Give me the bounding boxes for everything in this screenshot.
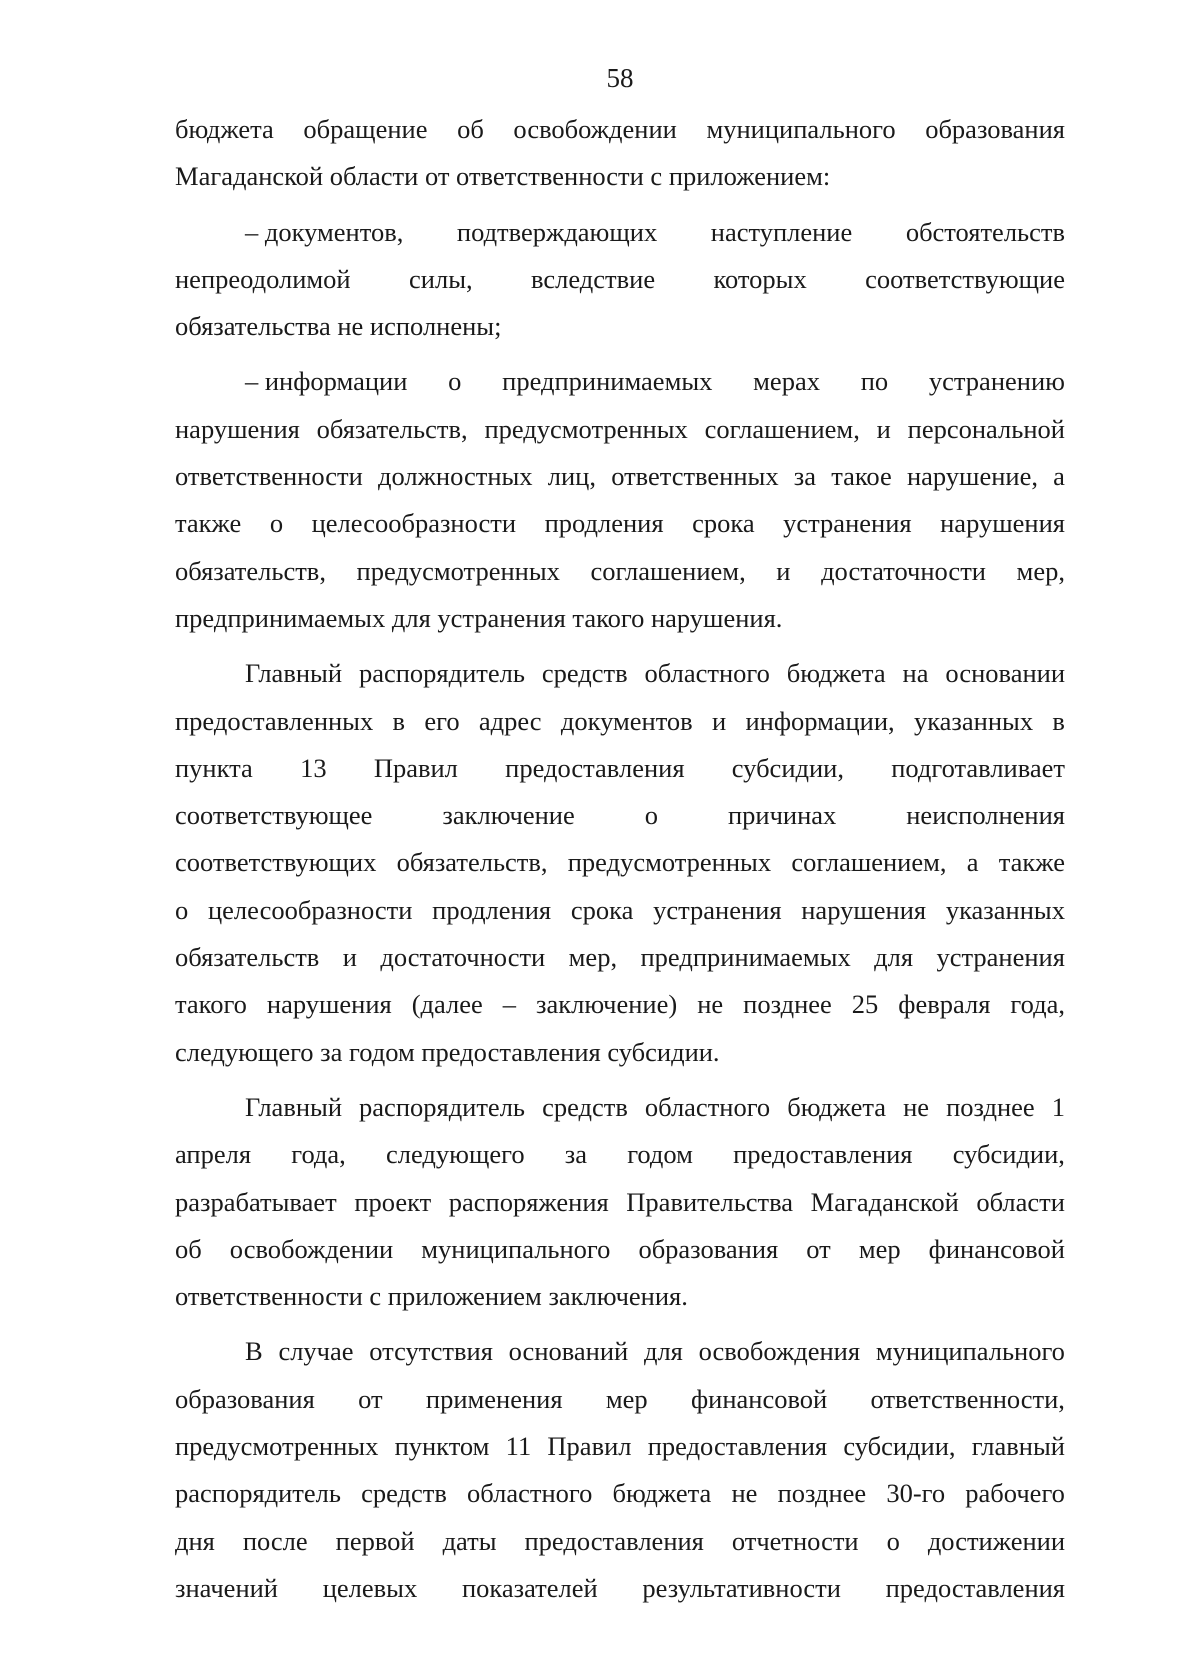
text-line: Магаданской области от ответственности с приложением: [175, 161, 831, 192]
paragraph [175, 650, 1065, 1076]
text-line [175, 209, 1065, 256]
word: об [457, 114, 484, 144]
word: областного [644, 1091, 771, 1122]
text-line [175, 453, 1065, 500]
word: достаточности [821, 555, 986, 586]
word: В [245, 1336, 263, 1367]
word: – информации [245, 366, 408, 397]
word: бюджета [786, 658, 886, 689]
word: образования [925, 114, 1065, 144]
word: в [392, 705, 406, 736]
word: и [712, 705, 727, 736]
text-line [175, 106, 1065, 153]
text-line [175, 839, 1065, 886]
word: заключение [442, 800, 575, 831]
word: февраля [898, 989, 991, 1020]
word: предоставления [733, 1139, 913, 1170]
word: о [644, 800, 658, 831]
text-line [175, 1423, 1065, 1470]
word: образования [638, 1233, 779, 1264]
word: субсидии, [843, 1431, 956, 1462]
word: образования [175, 1383, 315, 1414]
word: дня [175, 1525, 215, 1556]
word: даты [442, 1525, 497, 1556]
word: от [806, 1233, 831, 1264]
word: пунктом [394, 1431, 490, 1462]
document-body [175, 106, 1065, 1612]
word: субсидии, [952, 1139, 1065, 1170]
text-line [175, 698, 1065, 745]
word: разрабатывает [175, 1186, 337, 1217]
word: первой [335, 1525, 415, 1556]
word: целевых [322, 1572, 418, 1603]
text-line [175, 887, 1065, 934]
text-line [175, 1470, 1065, 1517]
word: мер [605, 1383, 648, 1414]
word: устранения [936, 942, 1065, 973]
word: отсутствия [369, 1336, 493, 1367]
word: бюджета [787, 1091, 887, 1122]
word: муниципального [875, 1336, 1065, 1367]
word: подготавливает [891, 752, 1065, 783]
word: нарушения [175, 413, 300, 444]
word: также [175, 508, 242, 539]
word: предоставления [524, 1525, 704, 1556]
word: предпринимаемых [640, 942, 851, 973]
word: 30-го [886, 1478, 946, 1509]
word: указанных [913, 705, 1034, 736]
word: основании [945, 658, 1065, 689]
text-line [175, 1565, 1065, 1612]
word: соглашением, [791, 847, 947, 878]
word: применения [425, 1383, 563, 1414]
word: мер, [1016, 555, 1065, 586]
word: в [1052, 705, 1065, 736]
word: а [1053, 461, 1065, 492]
word: такого [175, 989, 247, 1020]
word: Главный [245, 1091, 342, 1122]
text-line [175, 1518, 1065, 1565]
word: нарушения [940, 508, 1065, 539]
word: наступление [710, 216, 853, 247]
word: позднее [946, 1091, 1035, 1122]
word: соответствующие [865, 263, 1065, 294]
word: соглашением, [704, 413, 860, 444]
word: ответственности, [870, 1383, 1065, 1414]
word: соответствующих [175, 847, 377, 878]
word: рабочего [965, 1478, 1065, 1509]
word: обязательств, [316, 413, 468, 444]
word: предусмотренных [356, 555, 560, 586]
word: ответственных [611, 461, 779, 492]
word: предусмотренных [484, 413, 688, 444]
word: устранения [783, 508, 912, 539]
paragraph [175, 358, 1065, 642]
word: года, [1010, 989, 1065, 1020]
word: распорядитель [358, 658, 525, 689]
word: после [242, 1525, 308, 1556]
word: срока [692, 508, 755, 539]
text-line [175, 1226, 1065, 1273]
word: не [903, 1091, 930, 1122]
page-number: 58 [606, 63, 634, 93]
text-line [175, 548, 1065, 595]
word: годом [627, 1139, 693, 1170]
word: случае [278, 1336, 354, 1367]
word: на [902, 658, 929, 689]
word: устранения [653, 894, 782, 925]
word: ответственности [175, 461, 363, 492]
word: о [886, 1525, 900, 1556]
word: оснований [508, 1336, 629, 1367]
word: средств [541, 658, 628, 689]
text-line [175, 256, 1065, 303]
word: результативности [642, 1572, 841, 1603]
word: предпринимаемых [502, 366, 713, 397]
word: нарушения [801, 894, 927, 925]
word: обстоятельств [905, 216, 1065, 247]
word: непреодолимой [175, 263, 351, 294]
word: области [976, 1186, 1065, 1217]
word: для [643, 1336, 683, 1367]
word: позднее [777, 1478, 867, 1509]
word: проект [354, 1186, 432, 1217]
word: предусмотренных [175, 1431, 379, 1462]
word: муниципального [421, 1233, 611, 1264]
word: предоставления [505, 752, 685, 783]
text-line: ответственности с приложением заключения. [175, 1281, 688, 1312]
word: мер, [568, 942, 618, 973]
word: (далее [411, 989, 483, 1020]
word: бюджета [612, 1478, 712, 1509]
word: бюджета [175, 114, 274, 144]
word: Магаданской [810, 1186, 959, 1217]
word: заключение) [536, 989, 678, 1020]
word: освобождения [698, 1336, 861, 1367]
text-line [175, 1131, 1065, 1178]
word: причинах [727, 800, 837, 831]
word: главный [971, 1431, 1065, 1462]
text-line [175, 1179, 1065, 1226]
word: Главный [245, 658, 342, 689]
text-line [175, 981, 1065, 1028]
word: для [874, 942, 914, 973]
word: целесообразности [207, 894, 413, 925]
word: соглашением, [590, 555, 746, 586]
word: не [731, 1478, 758, 1509]
word: средств [361, 1478, 447, 1509]
word: пункта [175, 752, 253, 783]
word: от [358, 1383, 383, 1414]
word: нарушения [266, 989, 392, 1020]
word: предоставления [885, 1572, 1065, 1603]
word: о [175, 894, 189, 925]
word: распорядитель [175, 1478, 341, 1509]
word: срока [570, 894, 634, 925]
word: – документов, [245, 216, 404, 247]
word: обязательств, [175, 555, 326, 586]
text-line [175, 358, 1065, 405]
word: которых [713, 263, 807, 294]
text-line [175, 406, 1065, 453]
text-line: следующего за годом предоставления субсидии. [175, 1036, 720, 1067]
word: областного [467, 1478, 593, 1509]
word: информации, [745, 705, 895, 736]
paragraph [175, 1328, 1065, 1612]
word: мер [858, 1233, 901, 1264]
word: Правил [547, 1431, 632, 1462]
word: предусмотренных [567, 847, 772, 878]
word: областного [644, 658, 770, 689]
word: предоставленных [175, 705, 374, 736]
word: достижении [927, 1525, 1065, 1556]
word: силы, [409, 263, 473, 294]
word: такое [831, 461, 892, 492]
word: года, [291, 1139, 346, 1170]
word: продления [544, 508, 664, 539]
word: финансовой [690, 1383, 828, 1414]
word: показателей [461, 1572, 598, 1603]
word: апреля [175, 1139, 252, 1170]
text-line: предпринимаемых для устранения такого нарушения. [175, 602, 783, 633]
word: за [564, 1139, 588, 1170]
word: об [175, 1233, 202, 1264]
word: продления [432, 894, 552, 925]
word: его [424, 705, 460, 736]
word: и [342, 942, 357, 973]
text-line [175, 1376, 1065, 1423]
word: неисполнения [906, 800, 1065, 831]
word: 11 [505, 1431, 532, 1462]
word: распоряжения [448, 1186, 609, 1217]
word: а [966, 847, 979, 878]
paragraph [175, 106, 1065, 201]
word: персональной [907, 413, 1065, 444]
word: обязательств [175, 942, 320, 973]
word: предоставления [647, 1431, 828, 1462]
text-line [175, 1328, 1065, 1375]
text-line [175, 1084, 1065, 1131]
word: не [697, 989, 724, 1020]
word: мерах [753, 366, 820, 397]
word: значений [175, 1572, 278, 1603]
word: 13 [300, 752, 327, 783]
word: обязательств, [396, 847, 548, 878]
text-line [175, 500, 1065, 547]
word: освобождении [229, 1233, 394, 1264]
word: по [860, 366, 889, 397]
word: обращение [303, 114, 428, 144]
word: указанных [945, 894, 1065, 925]
word: адрес [478, 705, 542, 736]
word: достаточности [380, 942, 546, 973]
word: освобождении [513, 114, 677, 144]
word: вследствие [531, 263, 656, 294]
word: подтверждающих [456, 216, 658, 247]
text-line [175, 934, 1065, 981]
word: устранению [928, 366, 1065, 397]
word: о [448, 366, 462, 397]
word: и [876, 413, 891, 444]
text-line [175, 745, 1065, 792]
word: о [269, 508, 284, 539]
word: распорядитель [359, 1091, 526, 1122]
word: и [776, 555, 791, 586]
word: соответствующее [175, 800, 373, 831]
word: муниципального [706, 114, 896, 144]
word: за [793, 461, 817, 492]
word: отчетности [731, 1525, 859, 1556]
word: лиц, [547, 461, 596, 492]
word: документов [560, 705, 693, 736]
word: нарушение, [906, 461, 1038, 492]
text-line [175, 792, 1065, 839]
word: 25 [851, 989, 879, 1020]
word: целесообразности [311, 508, 517, 539]
word: – [502, 989, 517, 1020]
word: должностных [377, 461, 533, 492]
word: Правительства [626, 1186, 794, 1217]
word: субсидии, [731, 752, 844, 783]
word: средств [542, 1091, 628, 1122]
word: следующего [386, 1139, 525, 1170]
word: позднее [743, 989, 832, 1020]
text-line: обязательства не исполнены; [175, 311, 502, 342]
text-line [175, 650, 1065, 697]
word: Правил [373, 752, 458, 783]
word: также [998, 847, 1065, 878]
word: финансовой [928, 1233, 1065, 1264]
word: 1 [1051, 1091, 1065, 1122]
paragraph [175, 209, 1065, 351]
paragraph [175, 1084, 1065, 1320]
